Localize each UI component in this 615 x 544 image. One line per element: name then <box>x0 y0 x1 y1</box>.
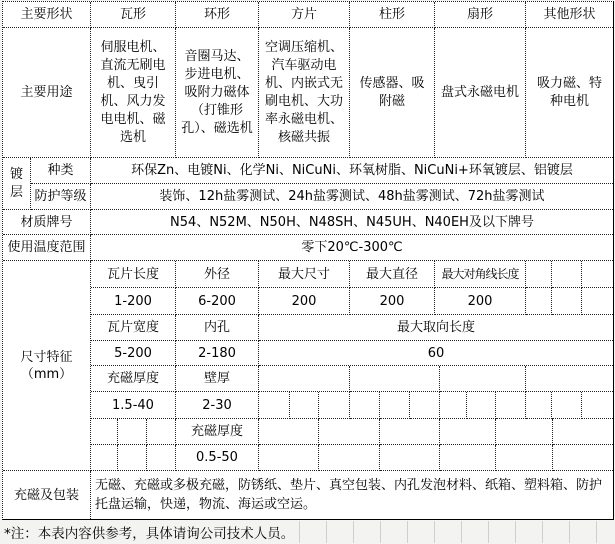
coating-grade-label: 防护等级 <box>31 184 91 210</box>
size-outer-diameter-label: 外径 <box>176 261 259 288</box>
size-tile-width-label: 瓦片宽度 <box>91 315 176 341</box>
empty-grid-cell <box>380 445 440 471</box>
empty-grid-cell <box>440 419 496 445</box>
size-label-line1: 尺寸特征 <box>20 349 73 365</box>
shape-col-fan: 扇形 <box>435 2 526 28</box>
size-section-label <box>3 261 91 471</box>
empty-grid-cell <box>582 288 613 315</box>
use-cell-other: 吸力磁、特种电机 <box>526 28 613 158</box>
empty-grid-cell <box>526 366 613 392</box>
size-wall-thickness-label: 壁厚 <box>176 366 259 392</box>
empty-grid-cell <box>552 261 582 288</box>
shape-col-cylinder: 柱形 <box>350 2 435 28</box>
size-tile-length-label: 瓦片长度 <box>91 261 176 288</box>
empty-grid-cell <box>319 445 380 471</box>
size-max-size-value: 200 <box>259 288 350 315</box>
use-cell-tile: 伺服电机、直流无刷电机、曳引机、风力发电电机、磁选机 <box>91 28 176 158</box>
use-cell-fan: 盘式永磁电机 <box>435 28 526 158</box>
empty-grid-cell <box>118 419 147 445</box>
size-max-diagonal-value: 200 <box>435 288 526 315</box>
empty-grid-cell <box>552 392 582 419</box>
empty-grid-cell <box>259 419 319 445</box>
size-mag-thickness-label: 充磁厚度 <box>91 366 176 392</box>
empty-grid-cell <box>582 261 613 288</box>
empty-grid-cell <box>410 392 440 419</box>
size-max-size-label: 最大尺寸 <box>259 261 350 288</box>
empty-grid-cell <box>440 445 496 471</box>
empty-grid-cell <box>147 419 176 445</box>
empty-grid-cell <box>259 392 290 419</box>
size-max-orientation-label: 最大取向长度 <box>259 315 613 341</box>
material-label: 材质牌号 <box>3 210 91 235</box>
size-max-diagonal-label: 最大对角线长度 <box>435 261 526 288</box>
empty-grid-cell <box>526 392 552 419</box>
empty-grid-cell <box>380 419 440 445</box>
temperature-label: 使用温度范围 <box>3 235 91 261</box>
use-cell-block: 空调压缩机、汽车驱动电机、内嵌式无刷电机、大功率永磁电机、核磁共振 <box>259 28 350 158</box>
empty-grid-cell <box>496 419 553 445</box>
size-wall-thickness-value: 2-30 <box>176 392 259 419</box>
empty-grid-cell <box>380 392 410 419</box>
size-max-diameter-label: 最大直径 <box>350 261 435 288</box>
footnote: *注：本表内容供参考，具体请询公司技术人员。 <box>4 526 295 542</box>
empty-grid-cell <box>118 445 147 471</box>
shapes-row-label: 主要形状 <box>3 2 91 28</box>
material-value: N54、N52M、N50H、N48SH、N45UH、N40EH及以下牌号 <box>91 210 613 235</box>
shape-col-other: 其他形状 <box>526 2 613 28</box>
empty-grid-cell <box>553 419 613 445</box>
shape-col-ring: 环形 <box>176 2 259 28</box>
empty-grid-cell <box>440 366 526 392</box>
packaging-label: 充磁及包装 <box>3 471 91 519</box>
magnet-spec-table <box>2 1 614 520</box>
coating-grade-value: 装饰、12h盐雾测试、24h盐雾测试、48h盐雾测试、72h盐雾测试 <box>91 184 613 210</box>
empty-grid-cell <box>552 288 582 315</box>
empty-grid-cell <box>496 392 526 419</box>
size-max-diameter-value: 200 <box>350 288 435 315</box>
coating-type-label: 种类 <box>31 158 91 184</box>
sheet-gridlines <box>299 521 613 543</box>
empty-grid-cell <box>91 445 118 471</box>
empty-grid-cell <box>350 392 380 419</box>
size-outer-diameter-value: 6-200 <box>176 288 259 315</box>
empty-grid-cell <box>290 392 319 419</box>
size-inner-hole-label: 内孔 <box>176 315 259 341</box>
empty-grid-cell <box>467 392 496 419</box>
empty-grid-cell <box>319 392 350 419</box>
size-mag-thickness2-value: 0.5-50 <box>176 445 259 471</box>
empty-grid-cell <box>147 445 176 471</box>
size-mag-thickness2-label: 充磁厚度 <box>176 419 259 445</box>
empty-grid-cell <box>526 288 552 315</box>
size-inner-hole-value: 2-180 <box>176 341 259 366</box>
shape-col-tile: 瓦形 <box>91 2 176 28</box>
use-cell-cylinder: 传感器、吸附磁 <box>350 28 435 158</box>
size-label-line2: （mm） <box>20 366 73 382</box>
empty-grid-cell <box>91 419 118 445</box>
empty-grid-cell <box>319 419 380 445</box>
empty-grid-cell <box>440 392 467 419</box>
empty-grid-cell <box>496 445 553 471</box>
uses-row-label: 主要用途 <box>3 28 91 158</box>
shape-col-block: 方片 <box>259 2 350 28</box>
use-cell-ring: 音圈马达、步进电机、吸附力磁体（打锥形孔）、磁选机 <box>176 28 259 158</box>
size-max-orientation-value: 60 <box>259 341 613 366</box>
empty-grid-cell <box>526 261 552 288</box>
packaging-value: 无磁、充磁或多极充磁，防锈纸、垫片、真空包装、内孔发泡材料、纸箱、塑料箱、防护托盘运输，快递，物流、海运或空运。 <box>95 478 603 512</box>
empty-grid-cell <box>259 445 319 471</box>
coating-type-value: 环保Zn、电镀Ni、化学Ni、NiCuNi、环氧树脂、NiCuNi+环氧镀层、铝镀层 <box>91 158 613 184</box>
coating-label: 镀层 <box>3 158 31 210</box>
empty-grid-cell <box>259 366 350 392</box>
empty-grid-cell <box>553 445 613 471</box>
size-tile-length-value: 1-200 <box>91 288 176 315</box>
size-tile-width-value: 5-200 <box>91 341 176 366</box>
temperature-value: 零下20℃-300℃ <box>91 235 613 261</box>
empty-grid-cell <box>350 366 440 392</box>
size-mag-thickness-value: 1.5-40 <box>91 392 176 419</box>
empty-grid-cell <box>582 392 613 419</box>
